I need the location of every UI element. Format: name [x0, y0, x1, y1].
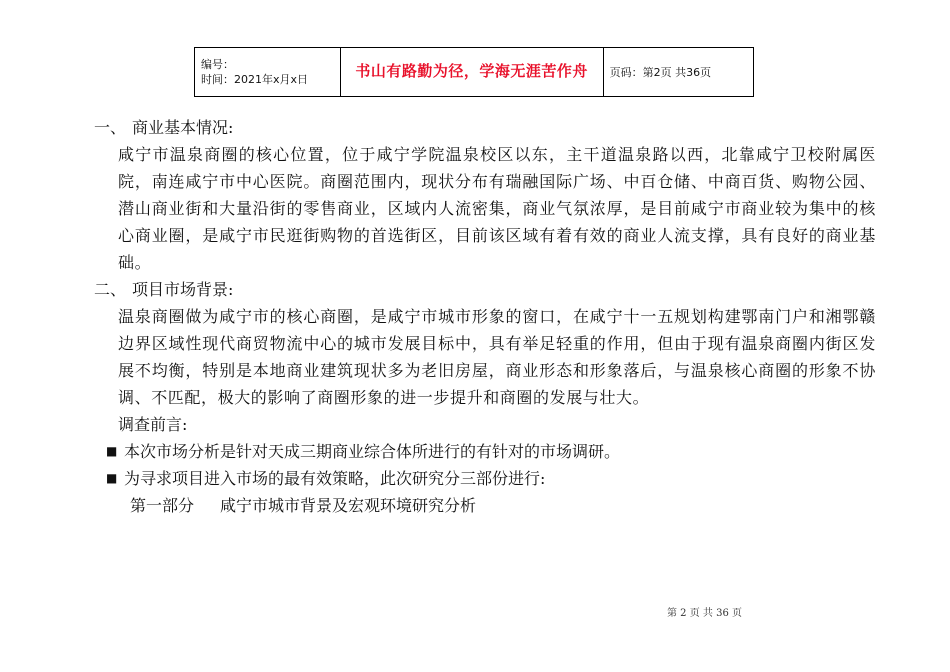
- section-number: 一、: [94, 118, 127, 137]
- list-item: [106, 465, 876, 492]
- list-item-text: 为寻求项目进入市场的最有效策略，此次研究分三部份进行:: [124, 469, 546, 488]
- square-bullet-icon: ■: [106, 471, 118, 485]
- section-title: [94, 114, 876, 141]
- section-title-text: 商业基本情况:: [132, 118, 234, 137]
- survey-title: 调查前言:: [118, 415, 188, 434]
- section-title-text: 项目市场背景:: [132, 280, 234, 299]
- section-title: [94, 276, 876, 303]
- part-text: 咸宁市城市背景及宏观环境研究分析: [220, 496, 477, 515]
- header-right-cell: [603, 48, 753, 97]
- part-heading: [130, 492, 876, 519]
- time-label: 时间：2021年x月x日: [201, 73, 309, 86]
- motto: 书山有路勤为径，学海无涯苦作舟: [355, 62, 588, 80]
- section-paragraph: 温泉商圈做为咸宁市的核心商圈，是咸宁市城市形象的窗口，在咸宁十一五规划构建鄂南门户和湘鄂赣边界区域性现代商贸物流中心的城市发展目标中，具有举足轻重的作用，但由于现有温泉商圈内街区发展不均衡，特别是本地商业建筑现状多为老旧房屋，商业形态和形象落后，与温泉核心商圈的形象不协调、不匹配，极大的影响了商圈形象的进一步提升和商圈的发展与壮大。: [118, 307, 876, 407]
- header-left-cell: [195, 48, 341, 97]
- list-item: [106, 438, 876, 465]
- header-motto-cell: [340, 48, 603, 97]
- section-number: 二、: [94, 280, 127, 299]
- list-item-text: 本次市场分析是针对天成三期商业综合体所进行的有针对的市场调研。: [124, 442, 621, 461]
- section-paragraph: 咸宁市温泉商圈的核心位置，位于咸宁学院温泉校区以东，主干道温泉路以西，北靠咸宁卫校附属医院，南连咸宁市中心医院。商圈范围内，现状分布有瑞融国际广场、中百仓储、中商百货、购物公园、潜山商业街和大量沿街的零售商业，区域内人流密集，商业气氛浓厚，是目前咸宁市商业较为集中的核心商业圈，是咸宁市民逛街购物的首选街区，目前该区域有着有效的商业人流支撑，具有良好的商业基础。: [118, 145, 876, 272]
- part-label: 第一部分: [130, 496, 195, 515]
- header-table: [194, 47, 754, 97]
- page-footer: 第 2 页 共 36 页: [667, 608, 742, 619]
- square-bullet-icon: ■: [106, 444, 118, 458]
- page-label: 页码：第2页 共36页: [609, 65, 712, 79]
- number-label: 编号：: [201, 58, 234, 71]
- document-body: [94, 114, 876, 519]
